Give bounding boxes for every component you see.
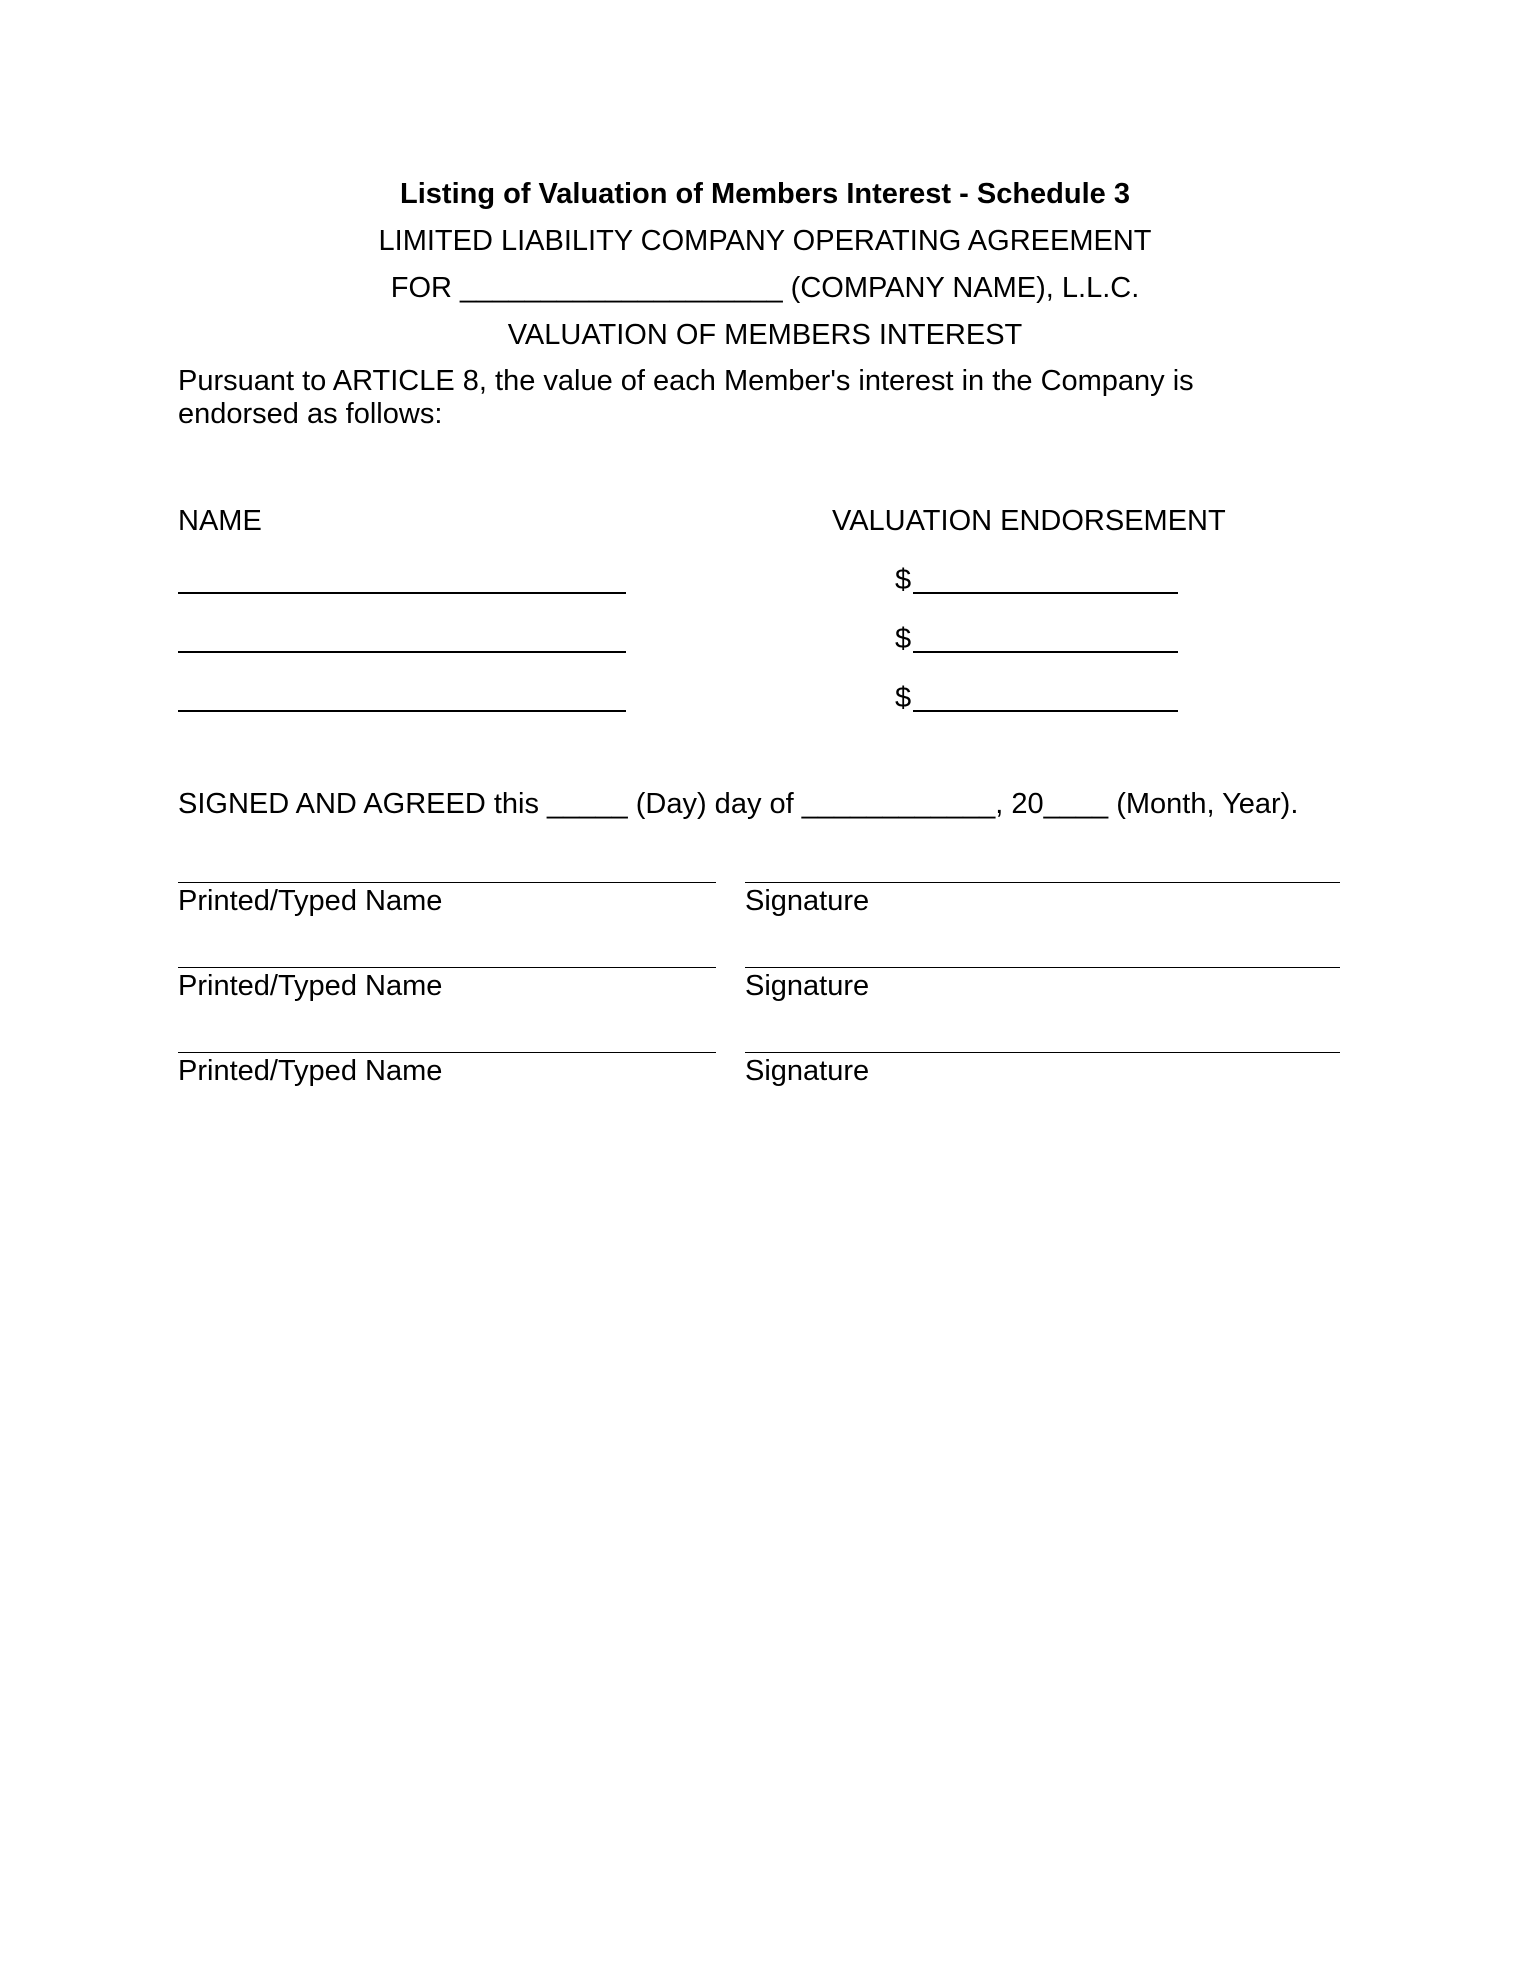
signature-field[interactable] — [745, 882, 1340, 883]
company-name-blank[interactable]: ____________________ — [460, 272, 783, 304]
signature-field[interactable] — [745, 1052, 1340, 1053]
member-name-field[interactable] — [178, 710, 626, 712]
printed-name-field[interactable] — [178, 1052, 716, 1053]
member-name-field[interactable] — [178, 651, 626, 653]
signature-field[interactable] — [745, 967, 1340, 968]
column-header-name: NAME — [178, 505, 262, 537]
signed-and-agreed-line: SIGNED AND AGREED this _____ (Day) day of ____________, 20____ (Month, Year). — [178, 788, 1299, 820]
printed-name-field[interactable] — [178, 882, 716, 883]
currency-symbol: $ — [895, 564, 912, 596]
printed-name-label: Printed/Typed Name — [178, 1055, 443, 1087]
signature-label: Signature — [745, 1055, 870, 1087]
intro-text-line-2: endorsed as follows: — [178, 398, 443, 430]
currency-symbol: $ — [895, 682, 912, 714]
currency-symbol: $ — [895, 623, 912, 655]
valuation-amount-field[interactable] — [913, 710, 1178, 712]
intro-text-line-1: Pursuant to ARTICLE 8, the value of each Member's interest in the Company is — [178, 365, 1194, 397]
document-title: Listing of Valuation of Members Interest - Schedule 3 — [400, 178, 1130, 210]
valuation-amount-field[interactable] — [913, 651, 1178, 653]
company-name-suffix: (COMPANY NAME), L.L.C. — [790, 272, 1140, 304]
column-header-valuation: VALUATION ENDORSEMENT — [832, 505, 1226, 537]
signature-label: Signature — [745, 885, 870, 917]
member-name-field[interactable] — [178, 592, 626, 594]
company-name-line — [0, 272, 1530, 305]
printed-name-field[interactable] — [178, 967, 716, 968]
section-heading: VALUATION OF MEMBERS INTEREST — [507, 319, 1023, 351]
printed-name-label: Printed/Typed Name — [178, 970, 443, 1002]
valuation-amount-field[interactable] — [913, 592, 1178, 594]
printed-name-label: Printed/Typed Name — [178, 885, 443, 917]
signature-label: Signature — [745, 970, 870, 1002]
document-subtitle: LIMITED LIABILITY COMPANY OPERATING AGREEMENT — [378, 225, 1152, 257]
for-prefix: FOR — [390, 272, 452, 304]
